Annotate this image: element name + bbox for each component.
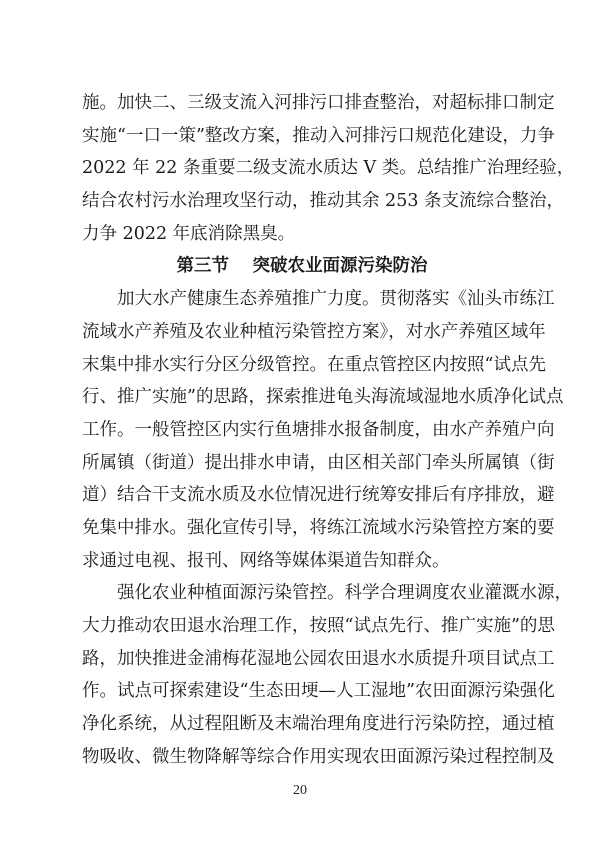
paragraph-1-line-4: 结合农村污水治理攻坚行动，推动其余 253 条支流综合整治，	[82, 191, 565, 212]
paragraph-2-line-7: 道）结合干支流水质及水位情况进行统筹安排后有序排放，避	[82, 485, 555, 506]
paragraph-3-line-2: 大力推动农田退水治理工作，按照“试点先行、推广实施”的思	[82, 616, 555, 636]
paragraph-2-line-8: 免集中排水。强化宣传引导，将练江流域水污染管控方案的要	[82, 517, 555, 538]
paragraph-2-line-6: 所属镇（街道）提出排水申请，由区相关部门牵头所属镇（街	[82, 452, 555, 473]
paragraph-3-line-4: 作。试点可探索建设“生态田埂—人工湿地”农田面源污染强化	[82, 681, 555, 702]
paragraph-3-line-6: 物吸收、微生物降解等综合作用实现农田面源污染过程控制及	[82, 746, 555, 767]
paragraph-1-line-5: 力争 2022 年底消除黑臭。	[82, 223, 296, 244]
paragraph-2-line-3: 末集中排水实行分区分级管控。在重点管控区内按照“试点先	[82, 354, 546, 375]
paragraph-1-line-1: 施。加快二、三级支流入河排污口排查整治，对超标排口制定	[82, 93, 555, 113]
paragraph-2-line-5: 工作。一般管控区内实行鱼塘排水报备制度，由水产养殖户向	[82, 419, 555, 440]
paragraph-2-line-2: 流域水产养殖及农业种植污染管控方案》，对水产养殖区域年	[82, 321, 546, 342]
paragraph-3-line-3: 路，加快推进金浦梅花湿地公园农田退水水质提升项目试点工	[82, 648, 555, 669]
paragraph-3-line-5: 净化系统，从过程阻断及末端治理角度进行污染防控，通过植	[82, 714, 555, 735]
document-body	[82, 87, 575, 773]
page-number: 20	[293, 783, 307, 798]
section-heading: 第三节 突破农业面源污染防治	[176, 256, 428, 277]
paragraph-2-line-4: 行、推广实施”的思路，探索推进龟头海流域湿地水质净化试点	[82, 387, 564, 408]
paragraph-1-line-3: 2022 年 22 条重要二级支流水质达 V 类。总结推广治理经验，	[82, 158, 575, 179]
paragraph-1-line-2: 实施“一口一策”整改方案，推动入河排污口规范化建设，力争	[82, 125, 555, 146]
paragraph-3-line-1: 强化农业种植面源污染管控。科学合理调度农业灌溉水源，	[117, 583, 572, 604]
paragraph-2-line-9: 求通过电视、报刊、网络等媒体渠道告知群众。	[82, 550, 450, 571]
paragraph-2-line-1: 加大水产健康生态养殖推广力度。贯彻落实《汕头市练江	[117, 289, 555, 310]
